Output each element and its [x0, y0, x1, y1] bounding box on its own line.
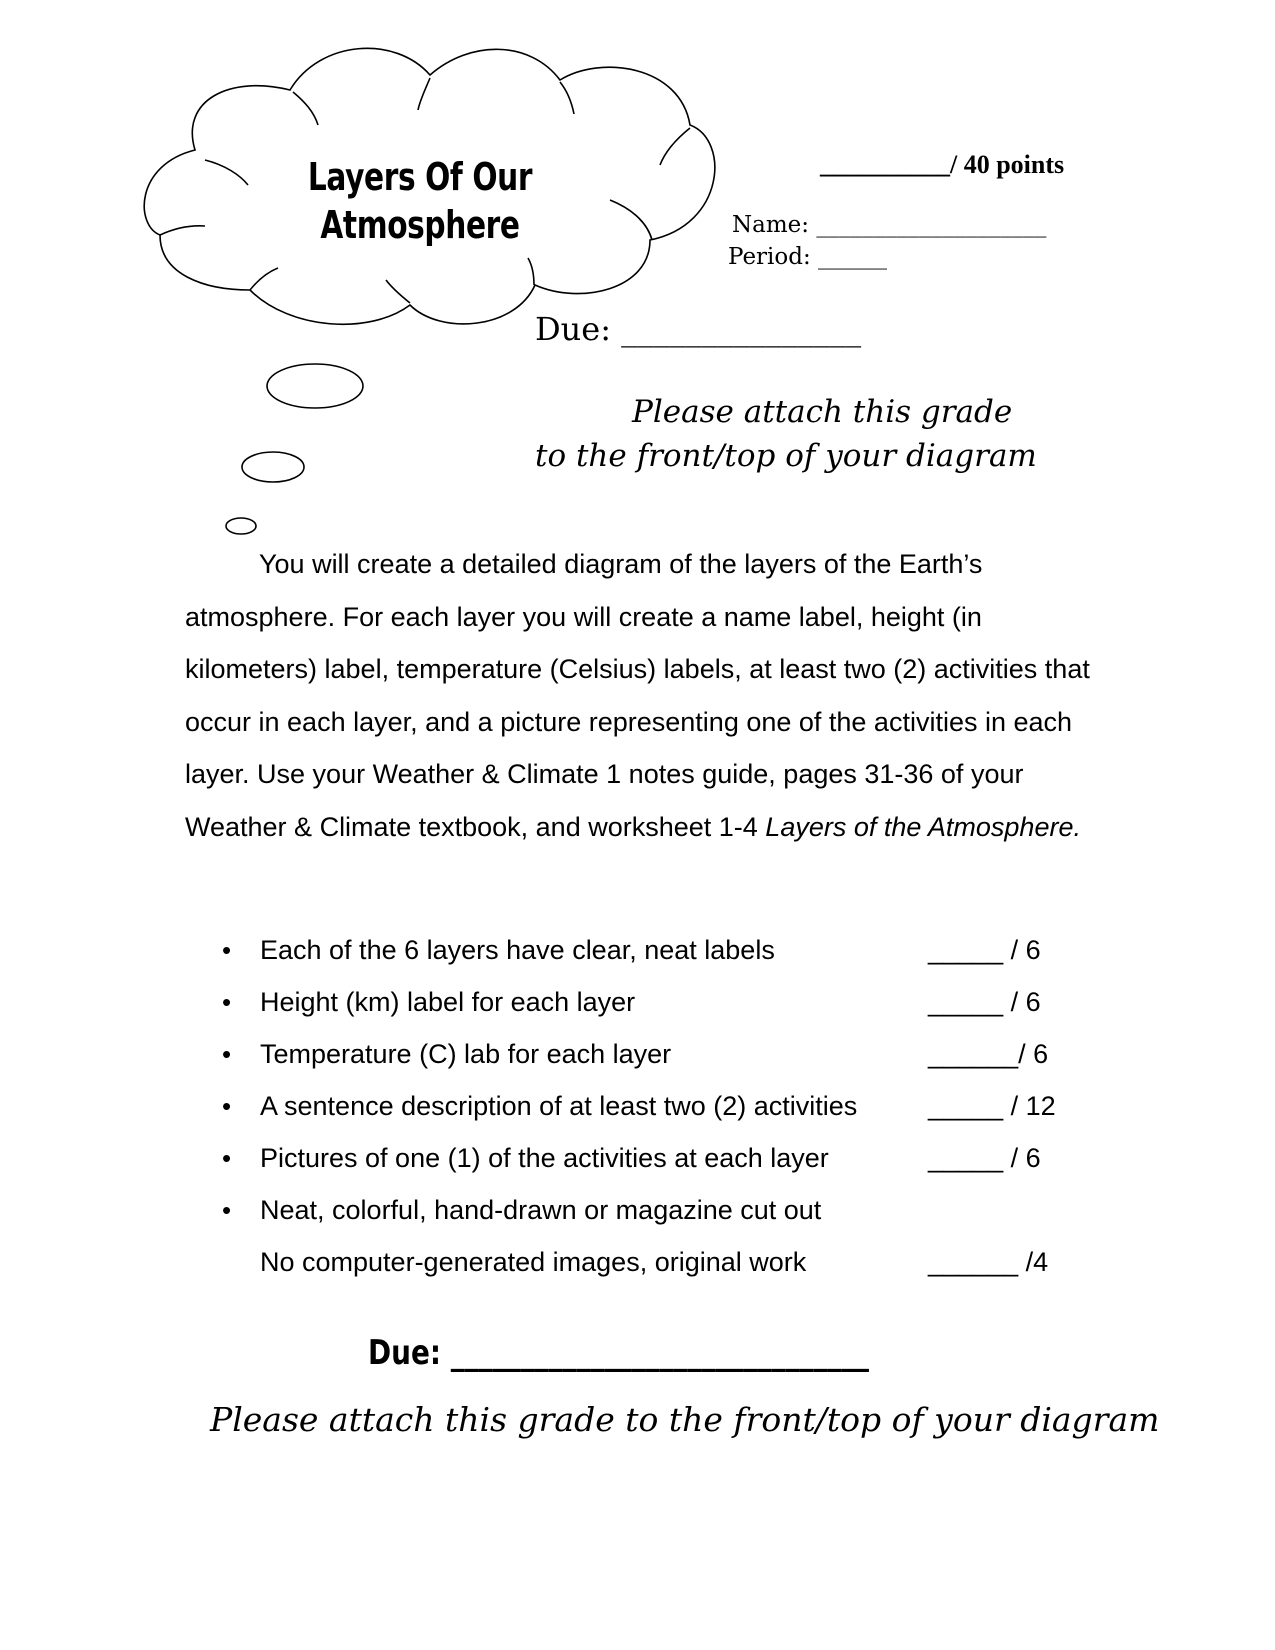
points-total: __________/ 40 points — [820, 150, 1065, 179]
rubric-item-score: _____ / 12 — [928, 1091, 1056, 1121]
rubric-item-label: A sentence description of at least two (2) activities — [260, 1091, 858, 1121]
rubric-item-label: Height (km) label for each layer — [260, 987, 636, 1017]
bullet-icon: • — [222, 935, 232, 965]
instructions-text: You will create a detailed diagram of the layers of the Earth’s atmosphere. For each layer you will create a name label, height (in kilometers) label, temperature (Celsius) labels, at least two (2) activities that occur in each layer, and a picture representing one of the activities in each layer. Use your Weather & Climate 1 notes guide, pages 31-36 of your Weather & Climate textbook, and worksheet 1-4 — [185, 549, 1090, 842]
rubric-item-label: Each of the 6 layers have clear, neat labels — [260, 935, 775, 965]
name-field: Name: ____________________ — [732, 212, 1047, 238]
instructions-paragraph — [185, 538, 1115, 853]
due-date-bottom: Due: ______________________________ — [368, 1333, 869, 1373]
bullet-icon: • — [222, 1091, 232, 1121]
period-field: Period: ______ — [728, 244, 888, 270]
bullet-icon: • — [222, 1195, 232, 1225]
rubric-item-score: _____ / 6 — [928, 935, 1041, 965]
rubric-item-score: _____ / 6 — [928, 1143, 1041, 1173]
rubric-item-label: Pictures of one (1) of the activities at each layer — [260, 1143, 829, 1173]
rubric-item-score: ______/ 6 — [928, 1039, 1049, 1069]
rubric-item-score: ______ /4 — [928, 1247, 1049, 1277]
title-line-2: Atmosphere — [320, 203, 520, 247]
attach-note-line-1: Please attach this grade — [632, 394, 1013, 430]
rubric-item-score: _____ / 6 — [928, 987, 1041, 1017]
attach-note-line-2: to the front/top of your diagram — [535, 438, 1037, 474]
due-date-top: Due: _______________ — [535, 310, 862, 348]
worksheet-title: Layers of the Atmosphere. — [765, 811, 1081, 842]
rubric-item-label: Neat, colorful, hand-drawn or magazine cut out — [260, 1195, 822, 1225]
attach-note-footer: Please attach this grade to the front/top of your diagram — [210, 1400, 1160, 1439]
rubric-item-label: Temperature (C) lab for each layer — [260, 1039, 672, 1069]
rubric-item-label: No computer-generated images, original work — [260, 1247, 807, 1277]
title-line-1: Layers Of Our — [307, 155, 533, 199]
thought-cloud-graphic — [0, 0, 1275, 560]
bullet-icon: • — [222, 1143, 232, 1173]
bullet-icon: • — [222, 987, 232, 1017]
bullet-icon: • — [222, 1039, 232, 1069]
